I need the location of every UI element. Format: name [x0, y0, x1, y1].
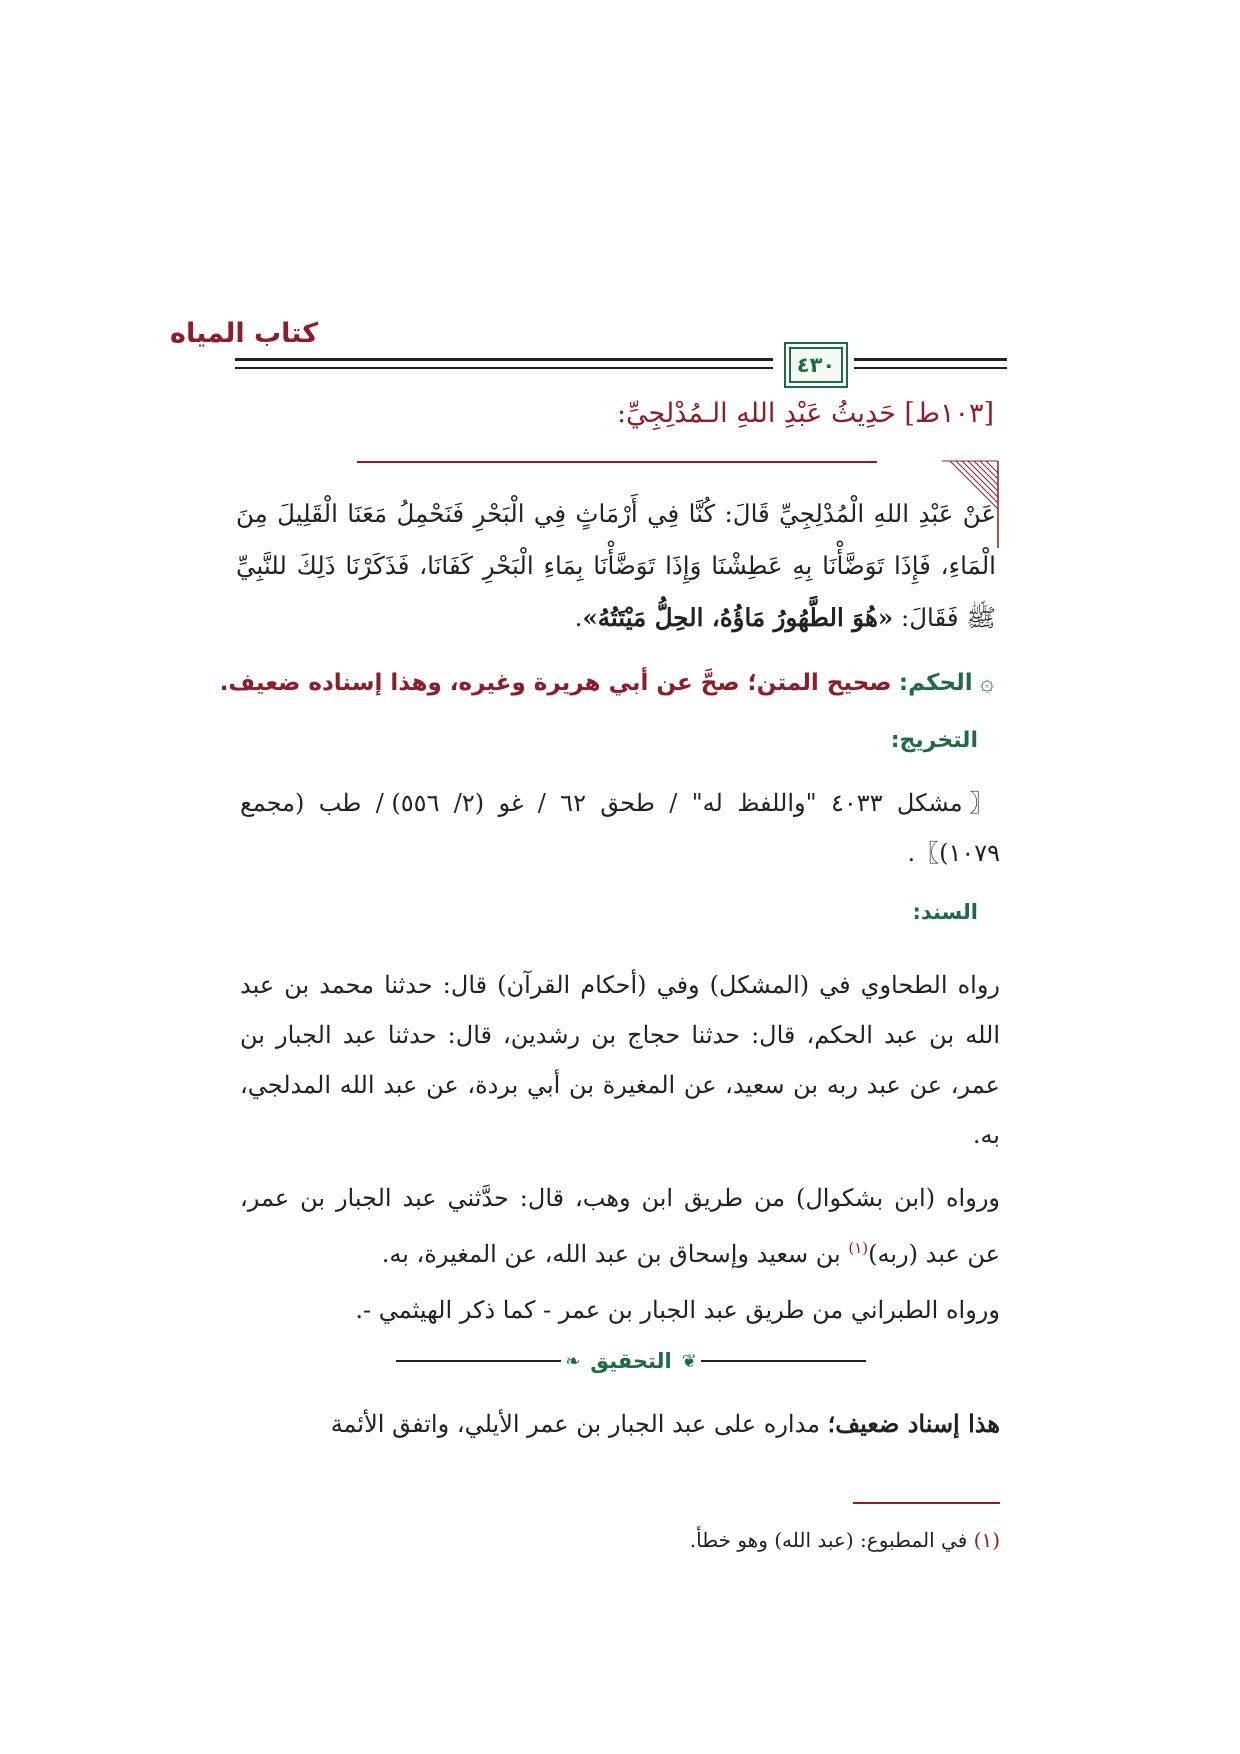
- footnote: [240, 1528, 1000, 1552]
- header-rule: [854, 367, 1007, 369]
- ruling: [219, 668, 994, 696]
- divider-line: [701, 1360, 866, 1362]
- header-rule: [235, 367, 773, 369]
- ornament-icon: ❦: [681, 1350, 697, 1372]
- sanad-paragraph: [240, 1173, 1000, 1279]
- prophetic-saying: «هُوَ الطَّهُورُ مَاؤُهُ، الحِلُّ مَيْتَتُهُ»: [582, 603, 894, 632]
- hadith-text: [236, 488, 996, 644]
- footnote-number: (١): [973, 1528, 1000, 1552]
- divider-line: [396, 1360, 561, 1362]
- hadith-text-end: .: [574, 603, 583, 632]
- header-rule: [235, 358, 773, 361]
- ornament-icon: ❧: [565, 1350, 581, 1372]
- hadith-heading: [١٠٣ط] حَدِيثُ عَبْدِ اللهِ الـمُدْلِجِيِّ:: [616, 398, 994, 429]
- tahqiq-verdict: هذا إسناد ضعيف؛: [827, 1409, 1000, 1438]
- ornament-flower-icon: ۞: [979, 668, 994, 696]
- page-number-frame: [784, 342, 848, 388]
- takhrij-label: التخريج:: [890, 728, 978, 753]
- tahqiq-divider: [396, 1341, 866, 1381]
- tahqiq-paragraph: [240, 1399, 1000, 1449]
- page-number: ٤٣٠: [796, 353, 836, 377]
- header-rule: [854, 358, 1007, 361]
- sanad-text: ورواه (ابن بشكوال) من طريق ابن وهب، قال: حدَّثني عبد الجبار بن عمر، عن عبد (ربه): [240, 1184, 1000, 1268]
- footnote-separator: [853, 1502, 1000, 1504]
- tahqiq-label: التحقيق: [590, 1349, 672, 1373]
- takhrij-text: 〖مشكل ٤٠٣٣ "واللفظ له" / طحق ٦٢ / غو (٢/ ٥٥٦) / طب (مجمع ١٠٧٩)〗.: [240, 789, 1000, 867]
- sanad-paragraph: رواه الطحاوي في (المشكل) وفي (أحكام القرآن) قال: حدثنا محمد بن عبد الله بن عبد الحكم، قال: حدثنا حجاج بن رشدين، قال: حدثنا عبد الجبار بن عمر، عن عبد ربه بن سعيد، عن المغيرة بن أبي بردة، عن عبد الله المدلجي، به.: [240, 971, 1000, 1149]
- ruling-text: صحيح المتن؛ صحَّ عن أبي هريرة وغيره، وهذا إسناده ضعيف.: [219, 670, 892, 696]
- sanad-text: بن سعيد وإسحاق بن عبد الله، عن المغيرة، به.: [381, 1240, 849, 1268]
- footnote-reference[interactable]: (١): [848, 1239, 869, 1257]
- footnote-text: في المطبوع: (عبد الله) وهو خطأ.: [689, 1528, 974, 1552]
- hadith-text-body: عَنْ عَبْدِ اللهِ الْمُدْلِجِيِّ قَالَ: كُنَّا فِي أَرْمَاثٍ فِي الْبَحْرِ فَنَحْمِلُ مَعَنَا الْقَلِيلَ مِنَ الْمَاءِ، فَإِذَا تَوَضَّأْنَا بِهِ عَطِشْنَا وَإِذَا تَوَضَّأْنَا بِمَاءِ الْبَحْرِ كَفَانَا، فَذَكَرْنَا ذَلِكَ للنَّبِيِّ ﷺ فَقَالَ:: [236, 499, 996, 632]
- heading-divider: [357, 461, 877, 463]
- book-title: كتاب المياه: [170, 318, 318, 349]
- tahqiq-text: مداره على عبد الجبار بن عمر الأيلي، واتفق الأئمة: [330, 1410, 828, 1438]
- sanad-paragraph: ورواه الطبراني من طريق عبد الجبار بن عمر - كما ذكر الهيثمي -.: [355, 1296, 1000, 1324]
- ruling-label: الحكم:: [898, 670, 973, 696]
- sanad-label: السند:: [912, 900, 978, 924]
